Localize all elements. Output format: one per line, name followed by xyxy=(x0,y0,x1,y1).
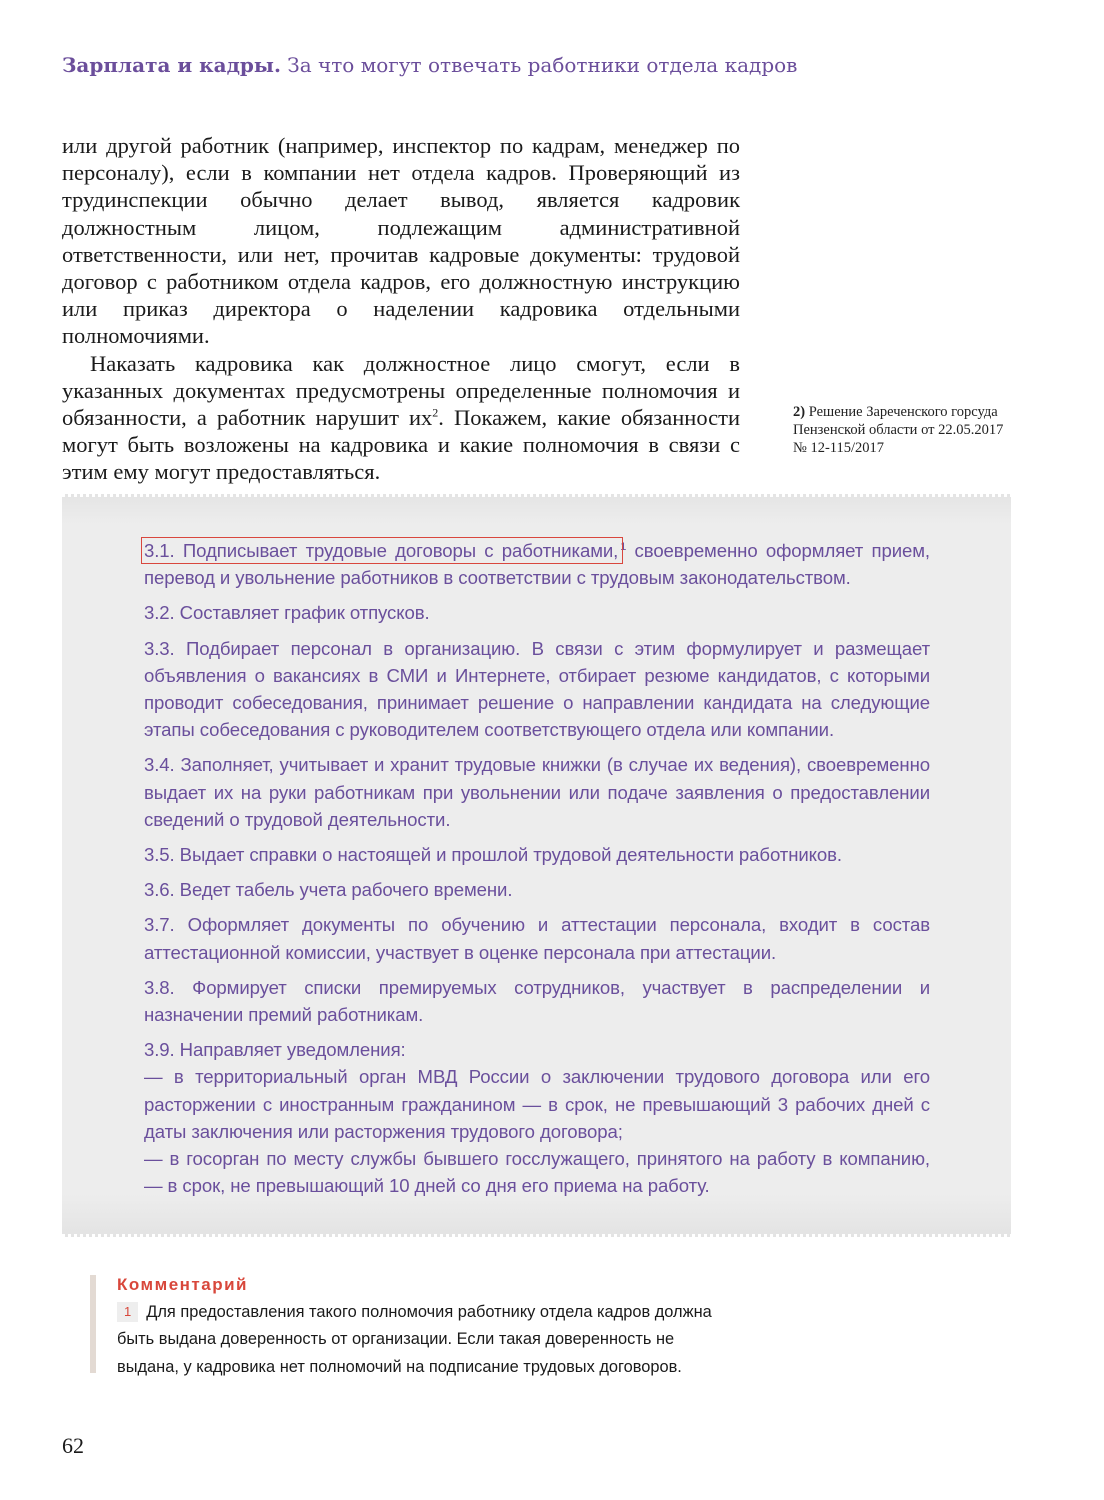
item-3-8: 3.8. Формирует списки премируемых сотрудников, участвует в распределении и назначении премий работникам. xyxy=(144,976,930,1026)
item-3-6: 3.6. Ведет табель учета рабочего времени. xyxy=(144,879,513,901)
comment-block xyxy=(90,1275,736,1376)
header-section: Зарплата и кадры. xyxy=(62,53,281,77)
paragraph-2 xyxy=(62,350,740,486)
item-3-9-a: — в территориальный орган МВД России о заключении трудового договора или его расторжении с иностранным гражданином — в срок, не превышающий 3 рабочих дней с даты заключения или расторжения трудового договора; xyxy=(144,1066,930,1142)
page-number: 62 xyxy=(62,1433,84,1458)
comment-ref-1[interactable]: 1 xyxy=(620,540,627,553)
sidenote-text: Решение Зареченского горсуда Пензенской области от 22.05.2017 № 12-115/2017 xyxy=(793,404,1004,456)
footnote-ref-2[interactable]: 2 xyxy=(432,405,439,420)
header-title: За что могут отвечать работники отдела кадров xyxy=(287,53,798,77)
item-3-9-title: 3.9. Направляет уведомления: xyxy=(144,1039,406,1061)
comment-title: Комментарий xyxy=(117,1275,248,1294)
sidenote-number: 2) xyxy=(793,404,806,420)
comment-text: Для предоставления такого полномочия работнику отдела кадров должна быть выдана доверенность от организации. Если такая доверенность не выдана, у кадровика нет полномочий на подписание трудовых договоров. xyxy=(117,1303,712,1376)
item-3-2: 3.2. Составляет график отпусков. xyxy=(144,602,430,624)
item-3-1-highlight: 3.1. Подписывает трудовые договоры с работниками, xyxy=(144,540,619,561)
comment-number: 1 xyxy=(117,1302,138,1322)
paragraph-2-part-2: . Покажем, какие обязанности могут быть возложены на кадровика и какие полномочия в связи с этим ему могут предоставляться. xyxy=(62,405,740,485)
item-3-4: 3.4. Заполняет, учитывает и хранит трудовые книжки (в случае их ведения), своевременно выдает их на руки работникам при увольнении или подаче заявления о предоставлении сведений о трудовой деятельности. xyxy=(144,754,930,830)
item-3-3: 3.3. Подбирает персонал в организацию. В связи с этим формулирует и размещает объявления о вакансиях в СМИ и Интернете, отбирает резюме кандидатов, с которыми проводит собеседования, принимает решение о направлении кандидата на следующие этапы собеседования с руководителем соответствующего отдела или компании. xyxy=(144,637,930,741)
main-text xyxy=(62,132,740,486)
item-3-1-rest: своевременно оформляет прием, перевод и увольнение работников в соответствии с трудовым законодательством. xyxy=(144,540,930,589)
comment-body xyxy=(117,1299,727,1381)
item-3-7: 3.7. Оформляет документы по обучению и аттестации персонала, входит в состав аттестационной комиссии, участвует в оценке персонала при аттестации. xyxy=(144,914,930,963)
running-header xyxy=(62,53,1042,77)
sidenote xyxy=(793,403,1008,457)
item-3-1 xyxy=(144,537,930,591)
document-excerpt-text xyxy=(144,537,930,1199)
item-3-9-b: — в госорган по месту службы бывшего госслужащего, принятого на работу в компанию, — в срок, не превышающий 10 дней со дня его приема на работу. xyxy=(144,1148,930,1197)
item-3-9 xyxy=(144,1036,930,1199)
item-3-5: 3.5. Выдает справки о настоящей и прошлой трудовой деятельности работников. xyxy=(144,844,842,866)
paragraph-2-part-1: Наказать кадровика как должностное лицо смогут, если в указанных документах предусмотрены определенные полномочия и обязанности, а работник нарушит их xyxy=(62,350,740,431)
document-excerpt xyxy=(62,494,1011,1237)
paragraph-1: или другой работник (например, инспектор по кадрам, менеджер по персоналу), если в компании нет отдела кадров. Проверяющий из трудинспекции обычно делает вывод, является кадровик должностным лицом, подлежащим административной ответственности, или нет, прочитав кадровые документы: трудовой договор с работником отдела кадров, его должностную инструкцию или приказ директора о наделении кадровика отдельными полномочиями. xyxy=(62,133,740,349)
